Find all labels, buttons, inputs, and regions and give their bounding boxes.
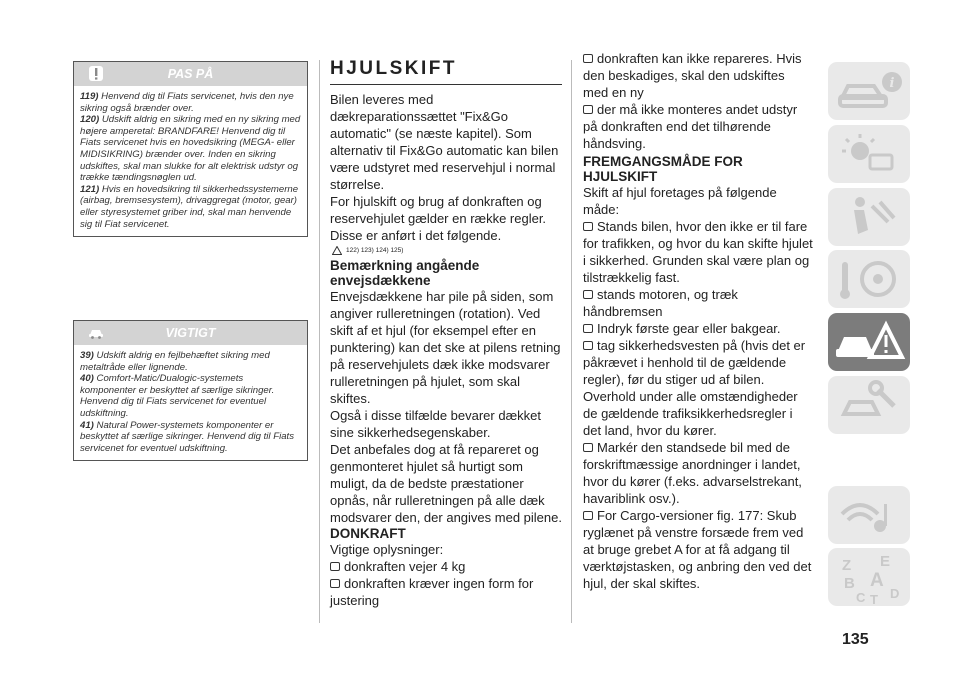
tab-safety[interactable]	[828, 188, 910, 246]
list-item: tag sikkerhedsvesten på (hvis det er påkrævet i henhold til de gældende regler), før du stiger ud af bilen. Overhold under alle omstændigheder de gældende trafiksikkerhedsregler i det land, hvor du kører.	[583, 338, 806, 438]
bullet-icon	[330, 562, 340, 571]
tab-multimedia[interactable]	[828, 486, 910, 544]
caution-panel-header	[74, 62, 307, 86]
column-divider	[319, 60, 320, 623]
caution-title: PAS PÅ	[167, 67, 214, 81]
bullet-icon	[583, 341, 593, 350]
tab-dashboard[interactable]	[828, 125, 910, 183]
important-panel-header	[74, 321, 307, 345]
bullet-icon	[583, 54, 593, 63]
note: 119) Henvend dig til Fiats servicenet, hvis den nye sikring også brænder over.	[80, 91, 294, 114]
bullet-icon	[583, 222, 593, 231]
title-rule	[330, 84, 562, 85]
warning-triangle-icon	[332, 246, 342, 255]
list-item: stands motoren, og træk håndbremsen	[583, 287, 738, 319]
section-title: HJULSKIFT	[330, 58, 457, 79]
note: 121) Hvis en hovedsikring til sikkerhedssystemerne (airbag, bremsesystem), drivaggregat (motor, gear) eller styresystemet griber ind, skal man henvende sig til Fiat servicenet.	[80, 183, 299, 230]
subheading: FREMGANGSMÅDE FOR HJULSKIFT	[583, 154, 743, 184]
paragraph: Vigtige oplysninger:	[330, 542, 444, 557]
bullet-icon	[583, 290, 593, 299]
list-item: donkraften vejer 4 kg	[330, 558, 562, 575]
page-number: 135	[842, 631, 869, 648]
note: 41) Natural Power-systemets komponenter er beskyttet af særlige sikringer. Henvend dig til Fiats servicenet for eventuel udskiftning.	[80, 419, 294, 454]
important-title: VIGTIGT	[165, 326, 216, 340]
note: 120) Udskift aldrig en sikring med en ny sikring med højere amperetal: BRANDFARE! Henvend dig til Fiats servicenet hvis en hovedsikring (MEGA- eller MIDISIKRING) brænder over. Inden en sikring udskiftes, skal man slukke for alt elektrisk udstyr og trække tændingsnøglen ud.	[80, 114, 301, 184]
warning-refs: 122) 123) 124) 125)	[330, 246, 562, 256]
note: 39) Udskift aldrig en fejlbehæftet sikring med metaltråde eller lignende.	[80, 350, 270, 373]
middle-column	[330, 58, 562, 609]
index-letter: T	[870, 592, 878, 606]
paragraph: Det anbefales dog at få repareret og genmonteret hjulet så hurtigt som muligt, da de bedste præstationer opnås, når rulleretningen på alle dæk modsvarer den, der angives med pilene.	[330, 442, 562, 525]
caution-panel	[73, 61, 308, 237]
index-icon	[828, 548, 910, 606]
list-item: donkraften kan ikke repareres. Hvis den beskadiges, skal den udskiftes med en ny	[583, 51, 802, 100]
list-item: For Cargo-versioner fig. 177: Skub ryglænet på venstre forsæde frem ved at bruge grebet A for at få adgang til værktøjstasken, og anbring den ved det hjul, der skal skiftes.	[583, 508, 812, 591]
emergency-triangle-icon	[828, 313, 910, 371]
wrench-car-icon	[828, 376, 910, 434]
dashboard-lights-icon	[828, 125, 910, 183]
list-item: Markér den standsede bil med de forskriftmæssige anordninger i landet, hvor du kører (f.eks. advarselstrekant, havariblink osv.).	[583, 440, 802, 506]
list-item: donkraften kræver ingen form for justering	[330, 576, 534, 608]
index-letter: Z	[842, 557, 852, 574]
paragraph: Bilen leveres med dækreparationssættet "Fix&Go automatic" (se næste kapitel). Som alternativ til Fix&Go automatic kan bilen være udstyret med reservehjul i normal størrelse.	[330, 92, 559, 192]
airbag-safety-icon	[828, 188, 910, 246]
bullet-icon	[583, 324, 593, 333]
index-letter: C	[856, 590, 866, 605]
media-icon	[828, 486, 910, 544]
index-letter: D	[890, 586, 900, 601]
subheading: DONKRAFT	[330, 526, 406, 541]
tab-maintenance[interactable]	[828, 376, 910, 434]
tab-index[interactable]	[828, 548, 910, 606]
important-body	[74, 345, 307, 460]
caution-body	[74, 86, 307, 236]
bullet-icon	[330, 579, 340, 588]
paragraph: Envejsdækkene har pile på siden, som angiver rulleretningen (rotation). Ved skift af et hjul (for eksempel efter en punktering) kan det ske at pilens retning på reservehjulets dæk ikke modsvarer rulleretningen på hjulet, som skal skiftes.	[330, 289, 561, 406]
right-column	[583, 50, 813, 592]
tab-car-info[interactable]	[828, 62, 910, 120]
subheading: Bemærkning angående envejsdækkene	[330, 258, 480, 288]
list-item: Stands bilen, hvor den ikke er til fare for trafikken, og hvor du kan skifte hjulet i sikkerhed. Grunden skal være plan og tilstrækkelig fast.	[583, 219, 813, 285]
tab-starting-driving[interactable]	[828, 250, 910, 308]
note: 40) Comfort-Matic/Dualogic-systemets komponenter er beskyttet af særlige sikringer. Henvend dig til Fiats servicenet for eventuel udskiftning.	[80, 373, 275, 419]
column-divider	[571, 60, 572, 623]
list-item: Indryk første gear eller bakgear.	[583, 320, 813, 337]
important-panel	[73, 320, 308, 461]
key-steering-icon	[828, 250, 910, 308]
index-letter: B	[844, 575, 855, 592]
paragraph: Skift af hjul foretages på følgende måde:	[583, 185, 777, 217]
paragraph: For hjulskift og brug af donkraften og reservehjulet gælder en række regler. Disse er anført i det følgende.	[330, 194, 547, 243]
bullet-icon	[583, 511, 593, 520]
paragraph: Også i disse tilfælde bevarer dækket sine sikkerhedsegenskaber.	[330, 408, 541, 440]
svg-text:i: i	[889, 76, 895, 91]
index-letter: E	[880, 553, 891, 570]
tab-emergency[interactable]	[828, 313, 910, 371]
bullet-icon	[583, 105, 593, 114]
car-info-icon	[828, 62, 910, 120]
bullet-icon	[583, 443, 593, 452]
list-item: der må ikke monteres andet udstyr på donkraften end det tilhørende håndsving.	[583, 102, 798, 151]
index-letter: A	[870, 570, 884, 591]
